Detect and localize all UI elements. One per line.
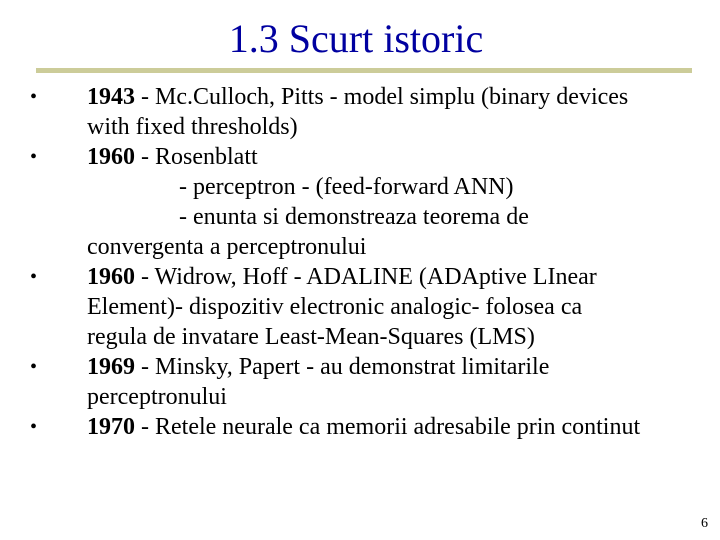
bullet-list [0, 82, 720, 442]
list-item [0, 262, 720, 352]
item-body [87, 82, 647, 142]
item-year: 1970 [87, 414, 135, 440]
item-year: 1943 [87, 84, 135, 110]
item-text: - Minsky, Papert - au demonstrat limitarile perceptronului [87, 354, 550, 410]
item-text: - Rosenblatt [135, 144, 258, 170]
bullet-dot-icon: • [30, 416, 38, 438]
item-body [87, 262, 647, 352]
item-text: - Retele neurale ca memorii adresabile prin continut [135, 414, 641, 440]
item-body [87, 412, 647, 442]
item-year: 1960 [87, 144, 135, 170]
item-body [87, 142, 647, 262]
item-body [87, 352, 647, 412]
bullet-dot-icon: • [30, 86, 38, 108]
item-subline: - perceptron - (feed-forward ANN) [179, 174, 514, 200]
item-tail: convergenta a perceptronului [87, 234, 367, 260]
title-divider [36, 68, 692, 73]
bullet-dot-icon: • [30, 146, 38, 168]
slide-title: 1.3 Scurt istoric [228, 16, 484, 61]
item-year: 1960 [87, 264, 135, 290]
bullet-dot-icon: • [30, 356, 38, 378]
bullet-dot-icon: • [30, 266, 38, 288]
list-item [0, 412, 720, 442]
item-text: - Widrow, Hoff - ADALINE (ADAptive LInear Element)- dispozitiv electronic analogic- folosea ca regula de invatare Least-Mean-Squares (LMS) [87, 264, 597, 350]
item-subline: - enunta si demonstreaza teorema de [179, 204, 529, 230]
item-year: 1969 [87, 354, 135, 380]
item-text: - Mc.Culloch, Pitts - model simplu (binary devices with fixed thresholds) [87, 84, 629, 140]
list-item [0, 142, 720, 262]
list-item [0, 82, 720, 142]
page-number: 6 [701, 516, 708, 531]
list-item [0, 352, 720, 412]
